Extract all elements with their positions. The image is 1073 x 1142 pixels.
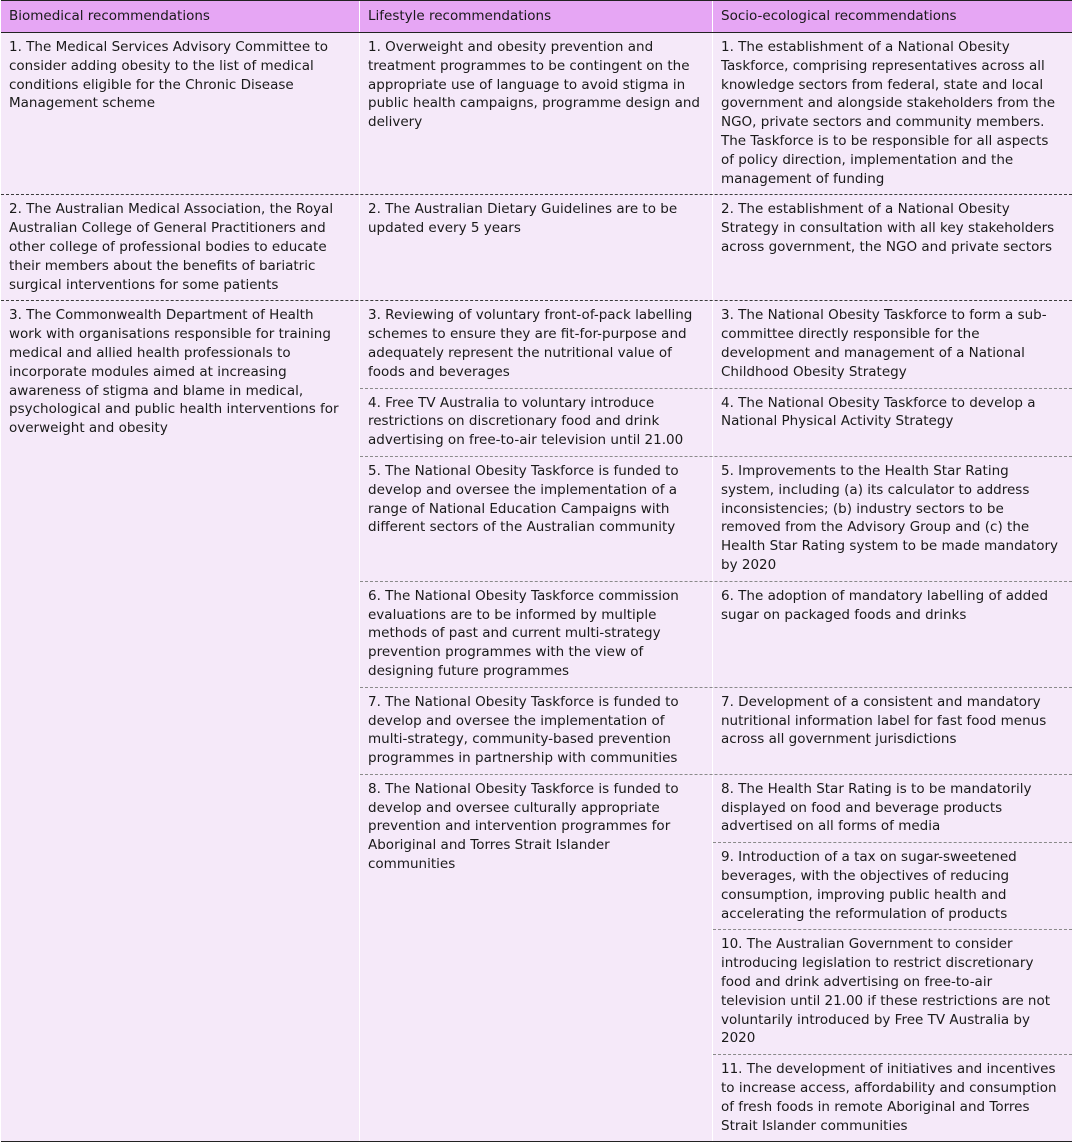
- cell-line: designing future programmes: [368, 662, 570, 679]
- cell-line: updated every 5 years: [368, 220, 521, 237]
- lifestyle-recommendation-8: [360, 775, 713, 1142]
- cell-line: different sectors of the Australian community: [368, 519, 676, 536]
- cell-line: sugar on packaged foods and drinks: [721, 606, 967, 623]
- cell-line: their members about the benefits of bariatric: [9, 257, 316, 274]
- cell-line: of policy direction, implementation and the: [721, 151, 1014, 168]
- cell-line: multi-strategy, community-based prevention: [368, 731, 671, 748]
- lifestyle-recommendation-3: [360, 301, 713, 387]
- socio-ecological-recommendation-8: [713, 775, 1072, 842]
- cell-line: The Taskforce is to be responsible for all aspects: [721, 132, 1049, 149]
- socio-ecological-recommendation-10: [713, 929, 1072, 1054]
- cell-line: overweight and obesity: [9, 420, 168, 437]
- cell-line: removed from the Advisory Group and (c) the: [721, 519, 1030, 536]
- cell-line: beverages, with the objectives of reducing: [721, 868, 1010, 885]
- cell-line: committee directly responsible for the: [721, 326, 980, 343]
- cell-line: 5. The National Obesity Taskforce is funded to: [368, 462, 679, 479]
- cell-line: Strategy in consultation with all key stakeholders: [721, 220, 1055, 237]
- cell-line: 8. The Health Star Rating is to be mandatorily: [721, 780, 1032, 797]
- cell-line: 9. Introduction of a tax on sugar-sweetened: [721, 849, 1017, 866]
- cell-line: 7. The National Obesity Taskforce is funded to: [368, 693, 679, 710]
- cell-line: to increase access, affordability and consumption: [721, 1080, 1057, 1097]
- table-section-2: [1, 194, 1072, 300]
- biomedical-recommendation-2: [1, 195, 360, 300]
- cell-line: Management scheme: [9, 95, 155, 112]
- socio-ecological-recommendation-9: [713, 842, 1072, 929]
- header-biomedical: Biomedical recommendations: [1, 1, 360, 32]
- cell-line: television until 21.00 if these restrictions are not: [721, 992, 1051, 1009]
- cell-line: range of National Education Campaigns with: [368, 500, 670, 517]
- cell-line: incorporate modules aimed at increasing: [9, 363, 287, 380]
- cell-line: consumption, improving public health and: [721, 886, 1007, 903]
- cell-line: 4. The National Obesity Taskforce to develop a: [721, 394, 1036, 411]
- cell-line: conditions eligible for the Chronic Disease: [9, 76, 294, 93]
- socio-ecological-recommendation-1: [713, 33, 1072, 194]
- cell-line: development and management of a National: [721, 344, 1025, 361]
- cell-line: advertising on free-to-air television until 21.00: [368, 432, 684, 449]
- cell-line: schemes to ensure they are fit-for-purpose and: [368, 326, 687, 343]
- cell-line: Taskforce, comprising representatives across all: [721, 57, 1045, 74]
- cell-line: Australian College of General Practitioners and: [9, 220, 326, 237]
- cell-line: other college of professional bodies to educate: [9, 238, 327, 255]
- cell-line: 2. The establishment of a National Obesity: [721, 201, 1010, 218]
- biomedical-recommendation-3: [1, 301, 360, 1141]
- cell-line: knowledge sectors from federal, state and local: [721, 76, 1044, 93]
- cell-line: government and alongside stakeholders from the: [721, 95, 1056, 112]
- socio-ecological-recommendation-4: [713, 389, 1072, 456]
- cell-line: medical and allied health professionals to: [9, 344, 291, 361]
- cell-line: 1. The establishment of a National Obesity: [721, 39, 1010, 55]
- lifestyle-recommendation-5: [360, 457, 713, 581]
- table-row: [360, 456, 1072, 581]
- cell-line: foods and beverages: [368, 363, 510, 380]
- cell-line: evaluations are to be informed by multiple: [368, 606, 657, 623]
- lifestyle-recommendation-6: [360, 582, 713, 687]
- socio-ecological-recommendation-6: [713, 582, 1072, 687]
- cell-line: adequately represent the nutritional value of: [368, 344, 672, 361]
- cell-line: advertised on all forms of media: [721, 818, 941, 835]
- cell-line: 10. The Australian Government to consider: [721, 936, 1013, 953]
- cell-line: of fresh foods in remote Aboriginal and Torres: [721, 1098, 1030, 1115]
- cell-line: 4. Free TV Australia to voluntary introduce: [368, 394, 655, 411]
- socio-ecological-recommendation-11: [713, 1054, 1072, 1141]
- cell-line: treatment programmes to be contingent on the: [368, 57, 690, 74]
- cell-line: 1. The Medical Services Advisory Committee to: [9, 39, 329, 55]
- cell-line: Childhood Obesity Strategy: [721, 363, 907, 380]
- socio-ecological-recommendation-3: [713, 301, 1072, 387]
- cell-line: across all government jurisdictions: [721, 731, 957, 748]
- cell-line: food and drink advertising on free-to-air: [721, 974, 993, 991]
- cell-line: 8. The National Obesity Taskforce is funded to: [368, 780, 679, 797]
- cell-line: management of funding: [721, 170, 885, 187]
- table-row: [360, 195, 1072, 300]
- lifestyle-recommendation-2: [360, 195, 713, 300]
- table-section-3: [1, 300, 1072, 1141]
- cell-line: system, including (a) its calculator to address: [721, 481, 1030, 498]
- lifestyle-recommendation-1: [360, 33, 713, 194]
- table-section-1: [1, 33, 1072, 194]
- table-row: [360, 301, 1072, 387]
- cell-line: appropriate use of language to avoid stigma in: [368, 76, 686, 93]
- cell-line: restrictions on discretionary food and drink: [368, 413, 660, 430]
- cell-line: 1. Overweight and obesity prevention and: [368, 39, 654, 55]
- lifestyle-recommendation-7: [360, 688, 713, 774]
- cell-line: 5. Improvements to the Health Star Rating: [721, 462, 1009, 479]
- cell-line: 3. Reviewing of voluntary front-of-pack labelling: [368, 307, 693, 324]
- cell-line: Aboriginal and Torres Strait Islander: [368, 837, 610, 854]
- cell-line: accelerating the reformulation of products: [721, 905, 1008, 922]
- header-lifestyle: Lifestyle recommendations: [360, 1, 713, 32]
- cell-line: by 2020: [721, 556, 777, 573]
- cell-line: programmes in partnership with communities: [368, 750, 678, 767]
- cell-line: public health campaigns, programme design and: [368, 95, 700, 112]
- cell-line: delivery: [368, 114, 423, 131]
- table-row: [360, 581, 1072, 687]
- cell-line: displayed on food and beverage products: [721, 799, 1003, 816]
- cell-line: prevention programmes with the view of: [368, 644, 644, 661]
- lifestyle-recommendation-4: [360, 389, 713, 456]
- cell-line: develop and oversee culturally appropriate: [368, 799, 660, 816]
- cell-line: consider adding obesity to the list of medical: [9, 57, 314, 74]
- cell-line: 2. The Australian Medical Association, the Royal: [9, 201, 334, 218]
- table-row: [360, 33, 1072, 194]
- biomedical-recommendation-1: [1, 33, 360, 194]
- cell-line: inconsistencies; (b) industry sectors to be: [721, 500, 1004, 517]
- cell-line: across government, the NGO and private sectors: [721, 238, 1052, 255]
- cell-line: 7. Development of a consistent and mandatory: [721, 693, 1041, 710]
- table-row: [360, 774, 1072, 1142]
- table-header: [1, 1, 1072, 33]
- cell-line: psychological and public health interventions for: [9, 401, 339, 418]
- cell-line: 11. The development of initiatives and incentives: [721, 1061, 1056, 1078]
- cell-line: Strait Islander communities: [721, 1117, 908, 1134]
- cell-line: communities: [368, 856, 456, 873]
- socio-ecological-recommendation-7: [713, 688, 1072, 774]
- socio-ecological-recommendations-8-11: [713, 775, 1072, 1142]
- cell-line: NGO, private sectors and community members.: [721, 114, 1045, 131]
- cell-line: work with organisations responsible for training: [9, 326, 331, 343]
- cell-line: Health Star Rating system to be made mandatory: [721, 538, 1059, 555]
- table-row: [360, 687, 1072, 774]
- cell-line: prevention and intervention programmes for: [368, 818, 671, 835]
- cell-line: National Physical Activity Strategy: [721, 413, 954, 430]
- socio-ecological-recommendation-2: [713, 195, 1072, 300]
- cell-line: 3. The National Obesity Taskforce to form a sub-: [721, 307, 1047, 324]
- socio-ecological-recommendation-5: [713, 457, 1072, 581]
- cell-line: nutritional information label for fast food menus: [721, 712, 1047, 729]
- cell-line: 6. The adoption of mandatory labelling of added: [721, 587, 1049, 604]
- cell-line: introducing legislation to restrict discretionary: [721, 955, 1034, 972]
- cell-line: develop and oversee the implementation of a: [368, 481, 678, 498]
- cell-line: 3. The Commonwealth Department of Health: [9, 307, 314, 324]
- cell-line: surgical interventions for some patients: [9, 276, 279, 293]
- cell-line: develop and oversee the implementation of: [368, 712, 665, 729]
- cell-line: 2020: [721, 1030, 756, 1047]
- recommendations-table: [1, 0, 1072, 1142]
- cell-line: 2. The Australian Dietary Guidelines are to be: [368, 201, 678, 218]
- cell-line: voluntarily introduced by Free TV Australia by: [721, 1011, 1030, 1028]
- cell-line: methods of past and current multi-strategy: [368, 625, 661, 642]
- header-socio-ecological: Socio-ecological recommendations: [721, 8, 957, 24]
- cell-line: 6. The National Obesity Taskforce commission: [368, 587, 679, 604]
- cell-line: awareness of stigma and blame in medical,: [9, 382, 304, 399]
- table-row: [360, 388, 1072, 456]
